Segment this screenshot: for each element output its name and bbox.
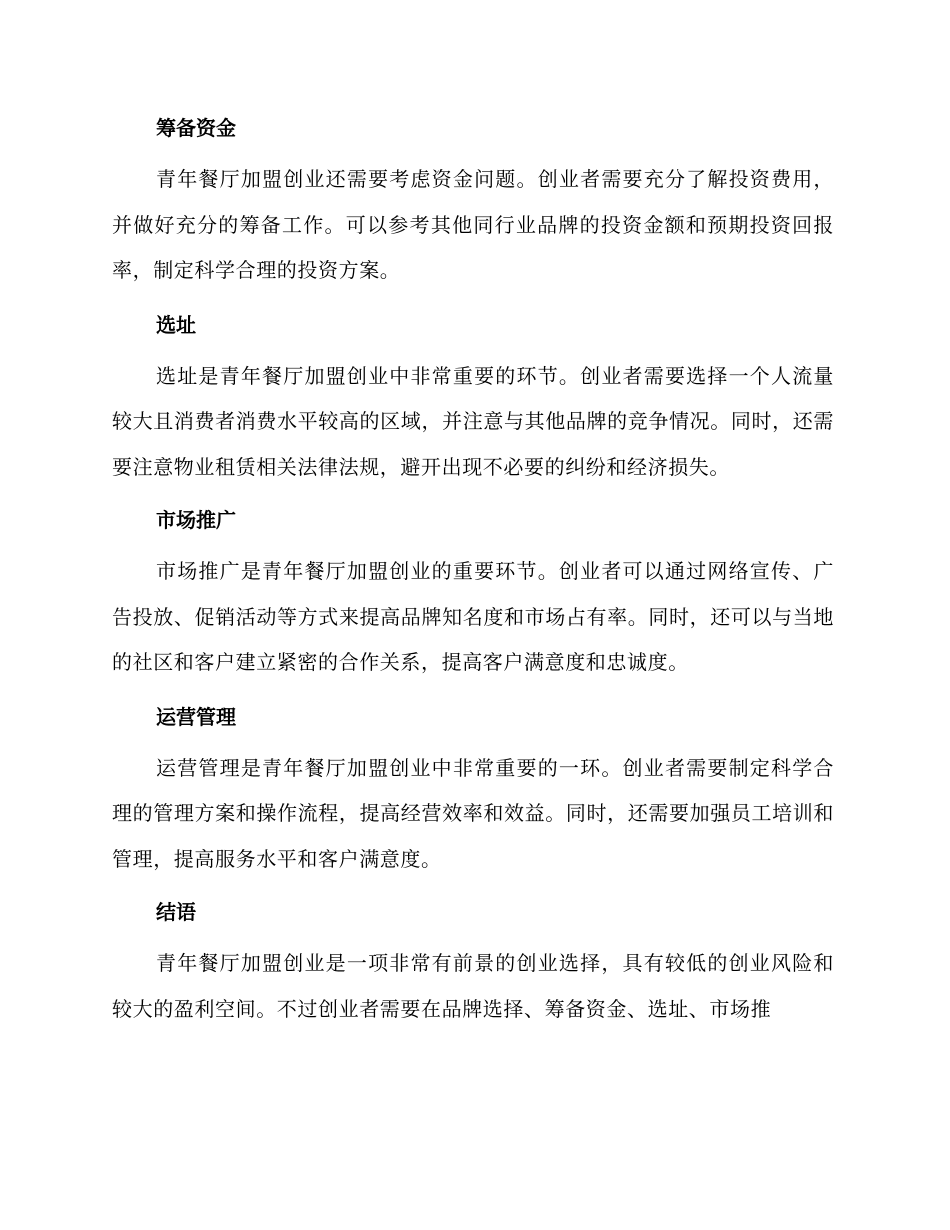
section-conclusion [112, 894, 834, 1032]
section-site-selection [112, 307, 834, 491]
document-body [112, 110, 834, 1043]
section-heading: 市场推广 [156, 508, 236, 532]
section-funding [112, 110, 834, 294]
section-marketing [112, 502, 834, 686]
section-operations [112, 699, 834, 883]
section-paragraph: 青年餐厅加盟创业是一项非常有前景的创业选择，具有较低的创业风险和较大的盈利空间。不过创业者需要在品牌选择、筹备资金、选址、市场推 [112, 951, 834, 1021]
section-heading: 选址 [156, 312, 196, 337]
section-paragraph: 选址是青年餐厅加盟创业中非常重要的环节。创业者需要选择一个人流量较大且消费者消费水平较高的区域，并注意与其他品牌的竞争情况。同时，还需要注意物业租赁相关法律法规，避开出现不必要的纠纷和经济损失。 [112, 363, 834, 479]
section-heading: 运营管理 [156, 704, 236, 729]
section-heading: 结语 [156, 900, 196, 924]
section-paragraph: 市场推广是青年餐厅加盟创业的重要环节。创业者可以通过网络宣传、广告投放、促销活动等方式来提高品牌知名度和市场占有率。同时，还可以与当地的社区和客户建立紧密的合作关系，提高客户满意度和忠诚度。 [112, 559, 834, 674]
section-heading: 筹备资金 [156, 116, 236, 140]
section-paragraph: 运营管理是青年餐厅加盟创业中非常重要的一环。创业者需要制定科学合理的管理方案和操作流程，提高经营效率和效益。同时，还需要加强员工培训和管理，提高服务水平和客户满意度。 [112, 755, 834, 871]
section-paragraph: 青年餐厅加盟创业还需要考虑资金问题。创业者需要充分了解投资费用，并做好充分的筹备工作。可以参考其他同行业品牌的投资金额和预期投资回报率，制定科学合理的投资方案。 [112, 167, 834, 282]
